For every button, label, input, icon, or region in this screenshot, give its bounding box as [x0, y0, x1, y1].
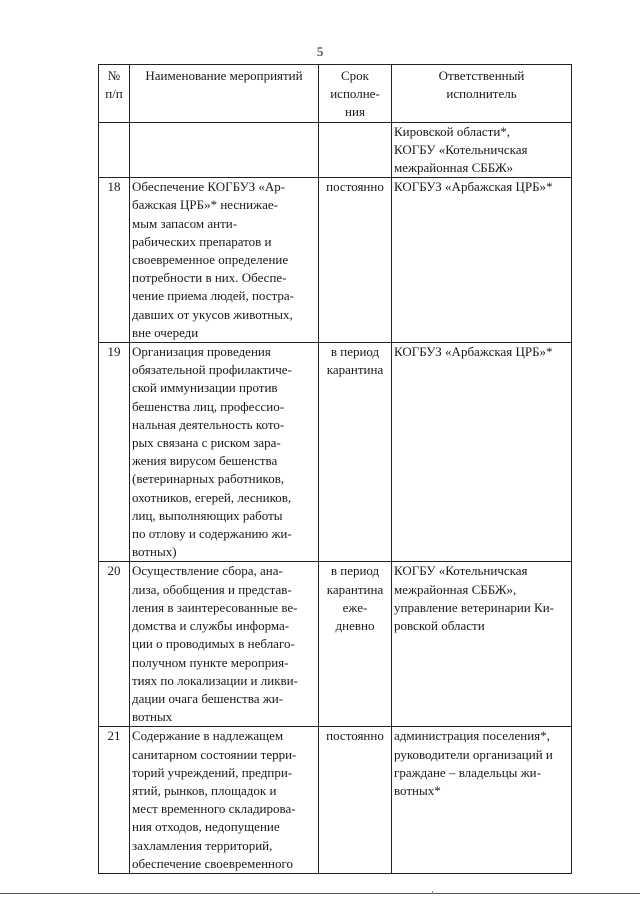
scan-artifact: [432, 891, 433, 894]
page-bottom-divider: [0, 893, 640, 894]
row-num: 21: [99, 727, 130, 874]
row-num: 20: [99, 562, 130, 727]
row-name: [130, 122, 319, 178]
row-name: Обеспечение КОГБУЗ «Ар- бажская ЦРБ»* неснижае- мым запасом анти- рабических препаратов и своевременное определение потребности в них. Обеспе- чение приема людей, постра- давших от укусов животных, вне очереди: [130, 178, 319, 343]
row-name: Содержание в надлежащем санитарном состоянии терри- торий учреждений, предпри- ятий, рынков, площадок и мест временного складирова- ния отходов, недопущение захламления территорий, обеспечение своевременного: [130, 727, 319, 874]
row-responsible: КОГБУЗ «Арбажская ЦРБ»*: [392, 343, 572, 562]
row-num: 18: [99, 178, 130, 343]
header-num: № п/п: [99, 65, 130, 123]
row-responsible: администрация поселения*, руководители организаций и граждане – владельцы жи- вотных*: [392, 727, 572, 874]
table-header-row: [99, 65, 572, 123]
measures-table: [98, 64, 572, 874]
table-row: [99, 562, 572, 727]
row-responsible: КОГБУ «Котельничская межрайонная СББЖ», управление ветеринарии Ки- ровской области: [392, 562, 572, 727]
header-name: Наименование мероприятий: [130, 65, 319, 123]
table-row: [99, 343, 572, 562]
header-term: Срок исполне- ния: [319, 65, 392, 123]
row-term: постоянно: [319, 178, 392, 343]
row-name: Осуществление сбора, ана- лиза, обобщения и представ- ления в заинтересованные ве- домства и службы информа- ции о проводимых в неблаго- получном пункте мероприя- тиях по локализации и ликви- дации очага бешенства жи- вотных: [130, 562, 319, 727]
row-num: 19: [99, 343, 130, 562]
page-number: 5: [316, 44, 324, 59]
table-row: [99, 727, 572, 874]
row-term: в период карантина: [319, 343, 392, 562]
row-name: Организация проведения обязательной профилактиче- ской иммунизации против бешенства лиц, профессио- нальная деятельность кото- рых связана с риском зара- жения вирусом бешенства (ветеринарных работников, охотников, егерей, лесников, лиц, выполняющих работы по отлову и содержанию жи- вотных): [130, 343, 319, 562]
table-row: [99, 178, 572, 343]
row-responsible: КОГБУЗ «Арбажская ЦРБ»*: [392, 178, 572, 343]
row-term: в период карантина еже- дневно: [319, 562, 392, 727]
row-term: постоянно: [319, 727, 392, 874]
row-num: [99, 122, 130, 178]
header-responsible: Ответственный исполнитель: [392, 65, 572, 123]
table-row: [99, 122, 572, 178]
row-term: [319, 122, 392, 178]
row-responsible: Кировской области*, КОГБУ «Котельничская межрайонная СББЖ»: [392, 122, 572, 178]
